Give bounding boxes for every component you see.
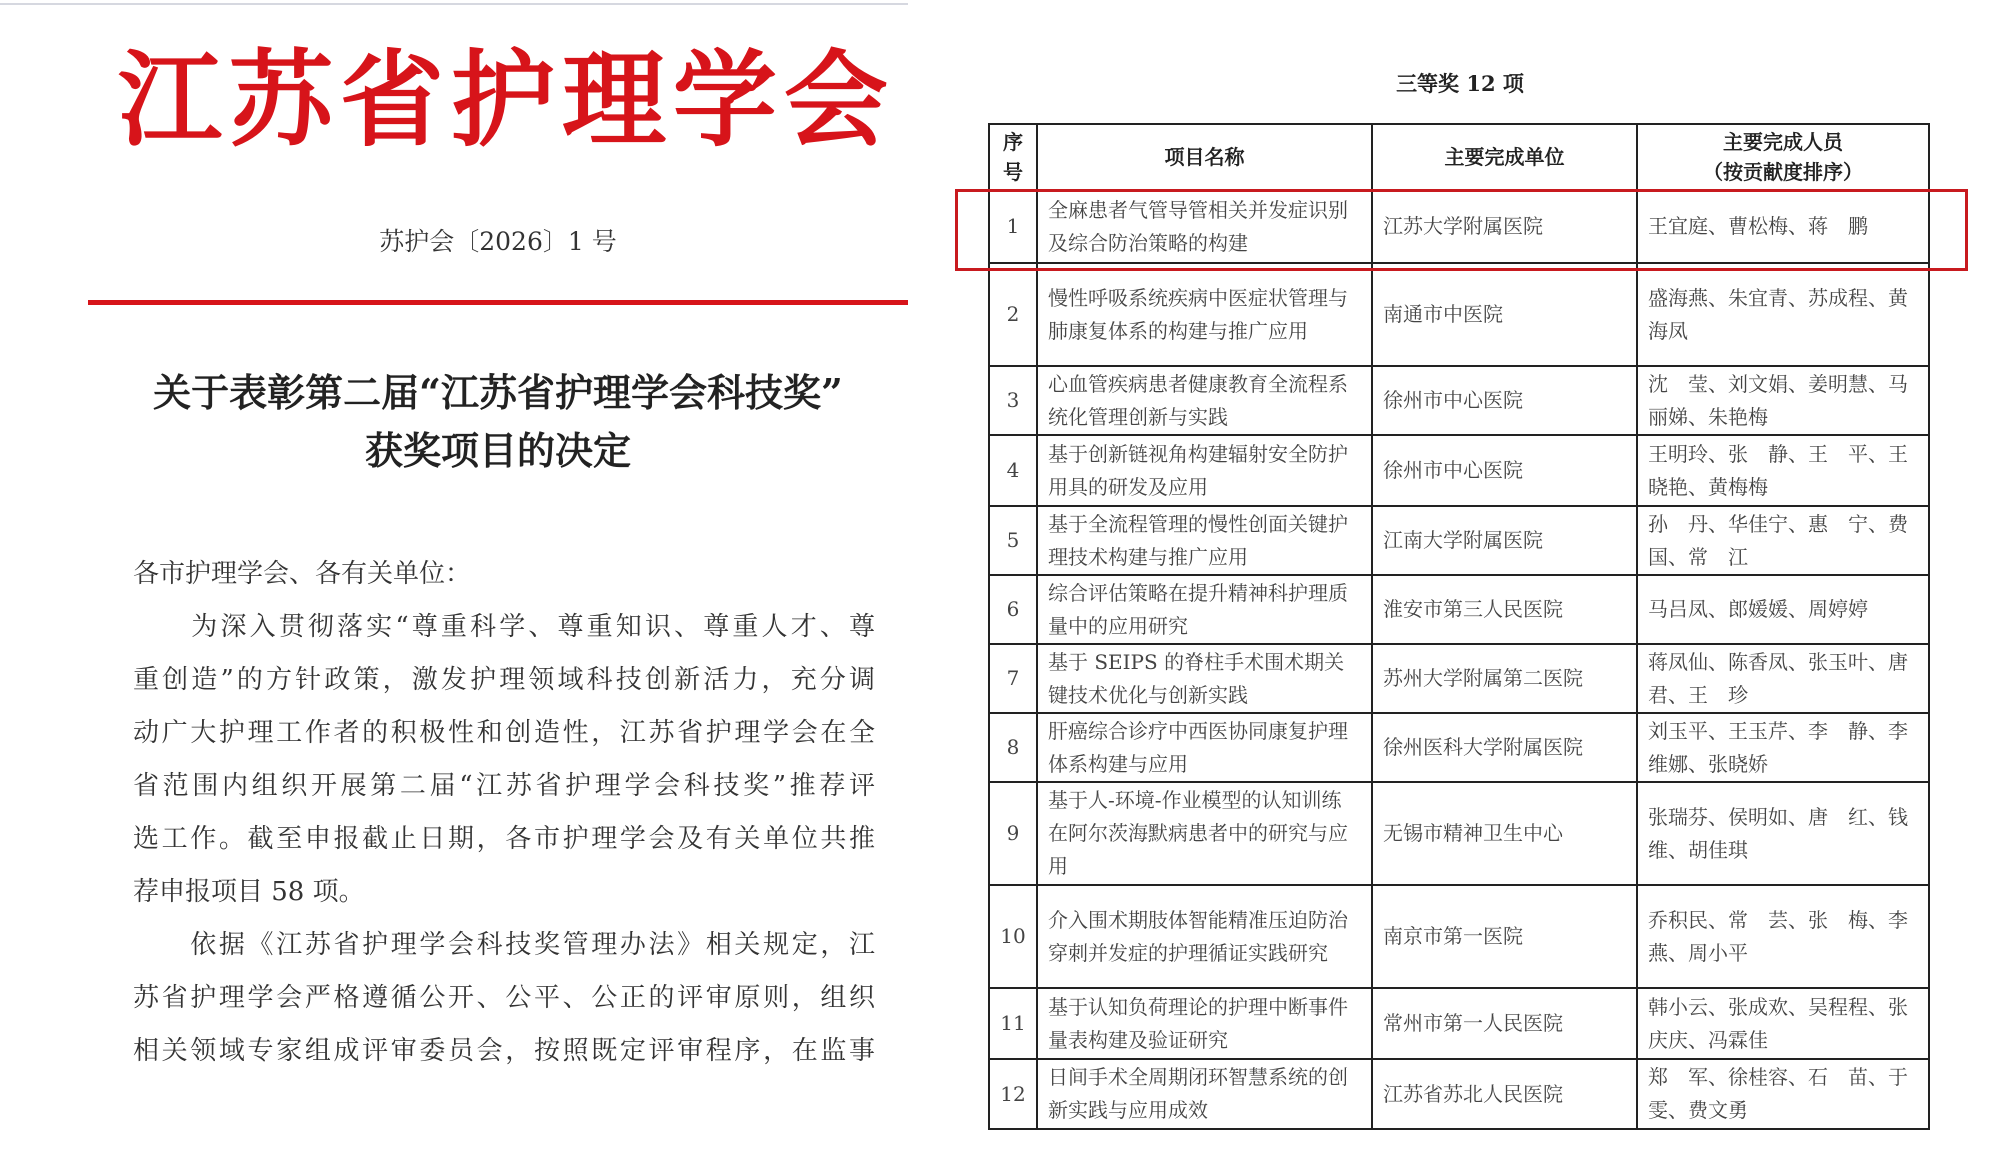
project-name: 介入围术期肢体智能精准压迫防治穿刺并发症的护理循证实践研究 (1037, 885, 1372, 988)
completing-unit: 淮安市第三人民医院 (1372, 575, 1637, 644)
completing-unit: 江南大学附属医院 (1372, 506, 1637, 575)
row-number: 1 (989, 190, 1037, 263)
letterhead-title (88, 40, 908, 160)
table-row (989, 435, 1929, 506)
letterhead-char: 理 (561, 39, 666, 161)
completing-unit: 徐州市中心医院 (1372, 366, 1637, 435)
document-body (133, 548, 875, 1078)
page-top-border (0, 3, 908, 5)
table-row (989, 644, 1929, 713)
completing-people: 蒋凤仙、陈香凤、张玉叶、唐 君、王 珍 (1637, 644, 1929, 713)
completing-people: 韩小云、张成欢、吴程程、张庆庆、冯霖佳 (1637, 988, 1929, 1059)
project-name: 基于人-环境-作业模型的认知训练在阿尔茨海默病患者中的研究与应用 (1037, 782, 1372, 885)
row-number: 2 (989, 263, 1037, 366)
completing-people: 刘玉平、王玉芹、李 静、李维娜、张晓娇 (1637, 713, 1929, 782)
completing-people: 张瑞芬、侯明如、唐 红、钱 维、胡佳琪 (1637, 782, 1929, 885)
body-line: 重创造”的方针政策，激发护理领域科技创新活力，充分调 (133, 665, 875, 695)
completing-unit: 南京市第一医院 (1372, 885, 1637, 988)
project-name: 慢性呼吸系统疾病中医症状管理与肺康复体系的构建与推广应用 (1037, 263, 1372, 366)
project-name: 基于 SEIPS 的脊柱手术围术期关键技术优化与创新实践 (1037, 644, 1372, 713)
project-name: 基于认知负荷理论的护理中断事件量表构建及验证研究 (1037, 988, 1372, 1059)
completing-people: 马吕凤、郎媛媛、周婷婷 (1637, 575, 1929, 644)
body-line: 为深入贯彻落实“尊重科学、尊重知识、尊重人才、尊 (133, 612, 875, 642)
project-name: 日间手术全周期闭环智慧系统的创新实践与应用成效 (1037, 1059, 1372, 1129)
body-line: 依据《江苏省护理学会科技奖管理办法》相关规定，江 (133, 930, 875, 960)
award-table (988, 123, 1930, 1130)
completing-people: 沈 莹、刘文娟、姜明慧、马丽娣、朱艳梅 (1637, 366, 1929, 435)
row-number: 5 (989, 506, 1037, 575)
document-number: 苏护会〔2026〕1 号 (379, 227, 617, 256)
completing-people: 王宜庭、曹松梅、蒋 鹏 (1637, 190, 1929, 263)
project-name: 基于创新链视角构建辐射安全防护用具的研发及应用 (1037, 435, 1372, 506)
body-line: 相关领域专家组成评审委员会，按照既定评审程序，在监事 (133, 1036, 875, 1066)
red-divider (88, 300, 908, 305)
body-line: 苏省护理学会严格遵循公开、公平、公正的评审原则，组织 (133, 983, 875, 1013)
completing-people: 郑 军、徐桂容、石 苗、于 雯、费文勇 (1637, 1059, 1929, 1129)
completing-unit: 南通市中医院 (1372, 263, 1637, 366)
completing-unit: 江苏大学附属医院 (1372, 190, 1637, 263)
completing-people: 乔积民、常 芸、张 梅、李 燕、周小平 (1637, 885, 1929, 988)
letterhead-char: 苏 (228, 39, 333, 161)
completing-unit: 无锡市精神卫生中心 (1372, 782, 1637, 885)
body-line: 各市护理学会、各有关单位： (133, 559, 472, 589)
row-number: 10 (989, 885, 1037, 988)
completing-unit: 苏州大学附属第二医院 (1372, 644, 1637, 713)
letterhead-char: 省 (339, 39, 444, 161)
project-name: 综合评估策略在提升精神科护理质量中的应用研究 (1037, 575, 1372, 644)
table-row (989, 575, 1929, 644)
table-header-row (989, 124, 1929, 190)
row-number: 4 (989, 435, 1037, 506)
row-number: 6 (989, 575, 1037, 644)
row-number: 11 (989, 988, 1037, 1059)
project-name: 肝癌综合诊疗中西医协同康复护理体系构建与应用 (1037, 713, 1372, 782)
table-row (989, 782, 1929, 885)
header-unit: 主要完成单位 (1372, 124, 1637, 190)
table-row (989, 988, 1929, 1059)
header-people: 主要完成人员 （按贡献度排序） (1637, 124, 1929, 190)
highlight-box (955, 189, 1968, 271)
table-row (989, 713, 1929, 782)
body-line: 动广大护理工作者的积极性和创造性，江苏省护理学会在全 (133, 718, 875, 748)
headline-line: 关于表彰第二届“江苏省护理学会科技奖” (153, 370, 843, 415)
row-number: 12 (989, 1059, 1037, 1129)
table-row (989, 885, 1929, 988)
letterhead-char: 江 (118, 39, 223, 161)
project-name: 全麻患者气管导管相关并发症识别及综合防治策略的构建 (1037, 190, 1372, 263)
completing-people: 盛海燕、朱宜青、苏成程、黄海凤 (1637, 263, 1929, 366)
completing-people: 王明玲、张 静、王 平、王晓艳、黄梅梅 (1637, 435, 1929, 506)
project-name: 基于全流程管理的慢性创面关键护理技术构建与推广应用 (1037, 506, 1372, 575)
header-number: 序 号 (989, 124, 1037, 190)
letterhead-char: 护 (450, 39, 555, 161)
body-line: 荐申报项目 58 项。 (133, 877, 365, 907)
table-row (989, 1059, 1929, 1129)
letterhead-char: 学 (672, 39, 777, 161)
completing-people: 孙 丹、华佳宁、惠 宁、费 国、常 江 (1637, 506, 1929, 575)
table-row (989, 366, 1929, 435)
completing-unit: 常州市第一人民医院 (1372, 988, 1637, 1059)
completing-unit: 江苏省苏北人民医院 (1372, 1059, 1637, 1129)
table-row (989, 263, 1929, 366)
header-project-name: 项目名称 (1037, 124, 1372, 190)
project-name: 心血管疾病患者健康教育全流程系统化管理创新与实践 (1037, 366, 1372, 435)
headline-line: 获奖项目的决定 (364, 428, 631, 473)
letterhead-char: 会 (783, 39, 888, 161)
award-table-title: 三等奖 12 项 (1396, 71, 1524, 96)
row-number: 8 (989, 713, 1037, 782)
body-line: 省范围内组织开展第二届“江苏省护理学会科技奖”推荐评 (133, 771, 875, 801)
document-headline (88, 364, 908, 480)
row-number: 9 (989, 782, 1037, 885)
table-row (989, 506, 1929, 575)
row-number: 7 (989, 644, 1037, 713)
body-line: 选工作。截至申报截止日期，各市护理学会及有关单位共推 (133, 824, 875, 854)
row-number: 3 (989, 366, 1037, 435)
completing-unit: 徐州医科大学附属医院 (1372, 713, 1637, 782)
completing-unit: 徐州市中心医院 (1372, 435, 1637, 506)
